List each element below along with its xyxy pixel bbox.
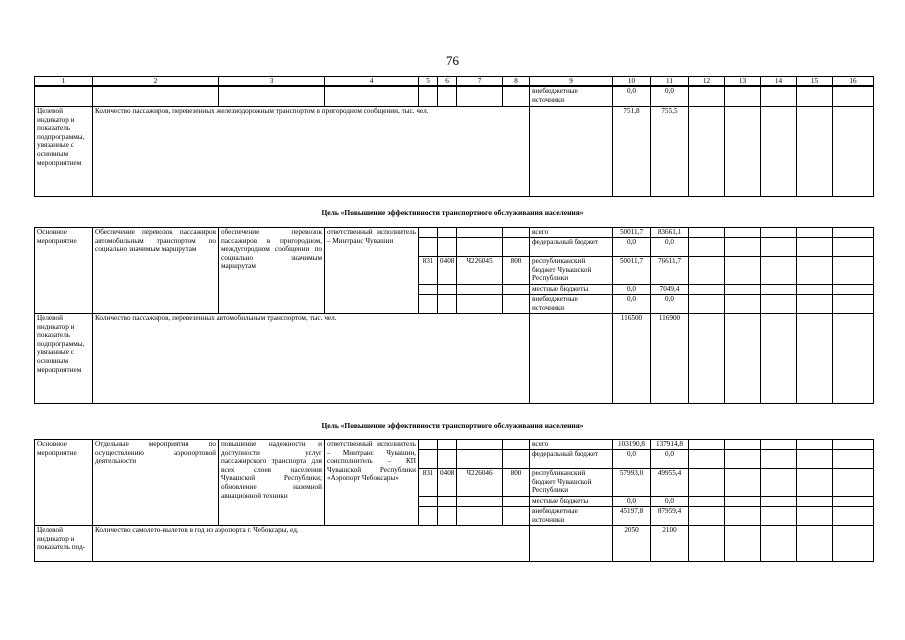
code-vr: 800 <box>503 257 530 285</box>
indicator-value-col11: 116900 <box>651 314 689 404</box>
code-rzpr: 0408 <box>438 469 457 497</box>
funding-source: всего <box>530 440 613 450</box>
value-col10: 103190,8 <box>613 440 651 450</box>
funding-source: внебюджетные источники <box>530 87 613 107</box>
code-csr: Ч226045 <box>457 257 503 285</box>
funding-source: федеральный бюджет <box>530 450 613 469</box>
indicator-value-col10: 2050 <box>613 526 651 562</box>
measure-type: Основное мероприятие <box>35 228 93 314</box>
col-num: 16 <box>833 77 874 86</box>
measure-type: Основное мероприятие <box>35 440 93 526</box>
goal-heading: Цель «Повышение эффективности транспортного обслуживания населения» <box>321 421 584 430</box>
indicator-value-col10: 116500 <box>613 314 651 404</box>
code-rzpr: 0408 <box>438 257 457 285</box>
measure-name: Обеспечение перевозок пассажиров автомобильным транспортом по социально значимым маршрутам <box>93 228 219 314</box>
col-num: 7 <box>457 77 503 86</box>
measure-executor: ответственный исполнитель – Минтранс Чувашии, соисполнитель – КП Чувашской Республики «Аэропорт Чебоксары» <box>325 440 419 526</box>
indicator-text: Количество самолето-вылетов в год из аэропорта г. Чебоксары, ед. <box>93 526 530 562</box>
value-col11: 0,0 <box>651 295 689 314</box>
value-col10: 45197,8 <box>613 507 651 526</box>
col-num: 11 <box>651 77 689 86</box>
value-col10: 57993,0 <box>613 469 651 497</box>
column-numbers-header <box>34 76 874 86</box>
funding-source: местные бюджеты <box>530 497 613 507</box>
indicator-value-col11: 2100 <box>651 526 689 562</box>
measure-name: Отдельные мероприятия по осуществлению аэропортовой деятельности <box>93 440 219 526</box>
value-col11: 0,0 <box>651 450 689 469</box>
value-col10: 50011,7 <box>613 228 651 238</box>
funding-source: республиканский бюджет Чувашской Республики <box>530 257 613 285</box>
code-csr: Ч226046 <box>457 469 503 497</box>
col-num: 8 <box>503 77 530 86</box>
value-col10: 0,0 <box>613 295 651 314</box>
block3-table <box>34 439 874 562</box>
col-num: 4 <box>325 77 419 86</box>
col-num: 2 <box>93 77 219 86</box>
value-col11: 76611,7 <box>651 257 689 285</box>
value-col10: 50011,7 <box>613 257 651 285</box>
measure-task: повышение надежности и доступности услуг пассажирского транспорта для всех слоев населения Чувашской Республики; обновление наземной авиационной техники <box>219 440 325 526</box>
funding-source: местные бюджеты <box>530 285 613 295</box>
value-col10: 0,0 <box>613 238 651 257</box>
funding-source: внебюджетные источники <box>530 295 613 314</box>
value-col11: 0,0 <box>651 238 689 257</box>
col-num: 14 <box>761 77 797 86</box>
block1-table <box>34 86 874 197</box>
value-col10: 0,0 <box>613 450 651 469</box>
value-col11: 87959,4 <box>651 507 689 526</box>
value-col10: 0,0 <box>613 87 651 107</box>
col-num: 5 <box>419 77 438 86</box>
value-col10: 0,0 <box>613 497 651 507</box>
indicator-text: Количество пассажиров, перевезенных железнодорожным транспортом в пригородном сообщении, тыс. чел. <box>93 107 530 197</box>
col-num: 13 <box>725 77 761 86</box>
col-num: 9 <box>530 77 613 86</box>
code-grbs: 831 <box>419 257 438 285</box>
indicator-text: Количество пассажиров, перевезенных автомобильным транспортом, тыс. чел. <box>93 314 530 404</box>
code-grbs: 831 <box>419 469 438 497</box>
col-num: 10 <box>613 77 651 86</box>
funding-source: республиканский бюджет Чувашской Республики <box>530 469 613 497</box>
indicator-label: Целевой индикатор и показатель под- <box>35 526 93 562</box>
col-num: 15 <box>797 77 833 86</box>
funding-source: внебюджетные источники <box>530 507 613 526</box>
col-num: 6 <box>438 77 457 86</box>
funding-source: всего <box>530 228 613 238</box>
value-col11: 83661,1 <box>651 228 689 238</box>
value-col11: 137914,8 <box>651 440 689 450</box>
measure-executor: ответственный исполнитель – Минтранс Чувашии <box>325 228 419 314</box>
indicator-label: Целевой индикатор и показатель подпрограммы, увязанные с основным мероприятием <box>35 314 93 404</box>
code-vr: 800 <box>503 469 530 497</box>
value-col11: 49955,4 <box>651 469 689 497</box>
page-number: 76 <box>446 53 459 68</box>
goal-heading: Цель «Повышение эффективности транспортного обслуживания населения» <box>321 208 584 217</box>
col-num: 12 <box>689 77 725 86</box>
indicator-value-col10: 751,8 <box>613 107 651 197</box>
col-num: 1 <box>35 77 93 86</box>
value-col11: 0,0 <box>651 87 689 107</box>
block2-table <box>34 227 874 404</box>
indicator-value-col11: 755,5 <box>651 107 689 197</box>
indicator-label: Целевой индикатор и показатель подпрограммы, увязанные с основным мероприятием <box>35 107 93 197</box>
col-num: 3 <box>219 77 325 86</box>
value-col10: 0,0 <box>613 285 651 295</box>
measure-task: обеспечение перевозок пассажиров в пригородном, междугородном сообщении по социально значимым маршрутам <box>219 228 325 314</box>
value-col11: 0,0 <box>651 497 689 507</box>
value-col11: 7049,4 <box>651 285 689 295</box>
funding-source: федеральный бюджет <box>530 238 613 257</box>
